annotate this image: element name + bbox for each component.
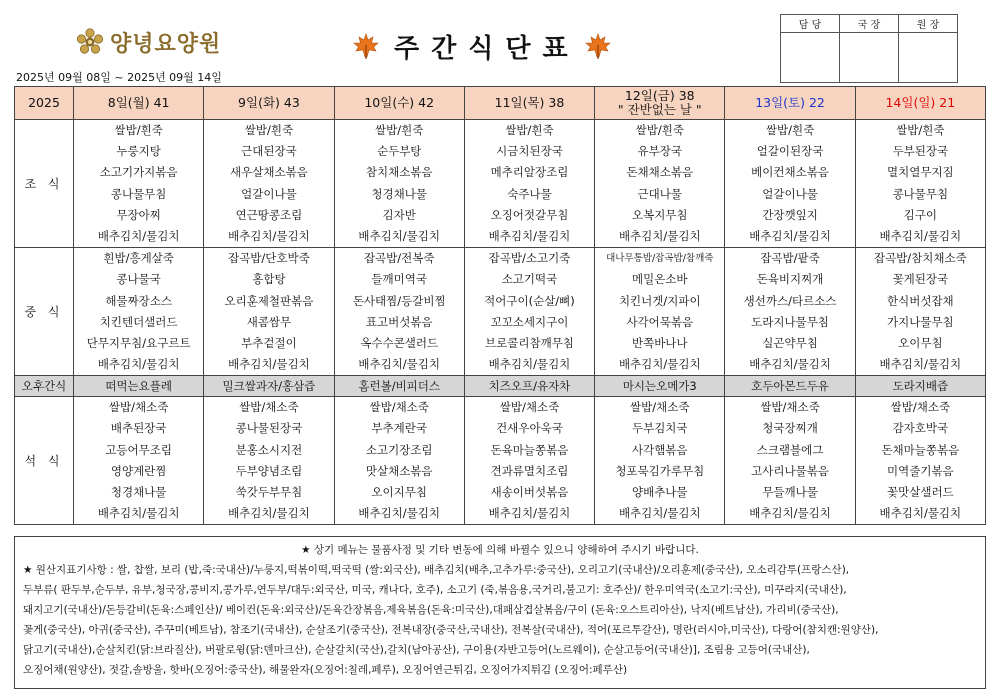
menu-item: 숙주나물 xyxy=(507,186,552,201)
menu-item: 무장아찌 xyxy=(116,207,161,222)
menu-item: 돈사태찜/등갈비찜 xyxy=(352,293,446,308)
menu-cell xyxy=(204,120,334,248)
origin-line: 닭고기(국내산),순살치킨(닭:브라질산), 버팔로윙(닭:덴마크산), 순살갈치(국산),갈치(남아공산), 구이용(자반고등어(노르웨이), 순살고등어(국내산)], 조림용 고등어(국내산), xyxy=(23,644,810,656)
menu-item: 쌀밥/흰죽 xyxy=(765,123,815,137)
logo xyxy=(76,26,221,58)
menu-item: 얼갈이나물 xyxy=(241,186,297,201)
menu-cell xyxy=(464,248,594,376)
origin-line: 꽃게(중국산), 아귀(중국산), 주꾸미(베트남), 참조기(국내산), 순살조기(중국산), 전복내장(중국산,국내산), 전복살(국내산), 적어(포르투갈산), 명란(러시아,미국산), 다랑어(참치캔:원양산), xyxy=(23,624,879,636)
maple-leaf-icon xyxy=(584,32,612,60)
menu-item: 해물짜장소스 xyxy=(105,293,172,308)
menu-item: 배추김치/물김치 xyxy=(97,506,180,521)
menu-item: 쌀밥/채소죽 xyxy=(108,400,169,415)
day-label: 9일(화) 43 xyxy=(238,95,300,110)
logo-text: 양녕요양원 xyxy=(110,31,222,57)
menu-item: 생선까스/타르소스 xyxy=(743,293,837,308)
menu-item: 참치채소볶음 xyxy=(365,165,433,180)
menu-item: 쌀밥/채소죽 xyxy=(630,400,690,415)
menu-item: 청포묵김가루무침 xyxy=(615,463,705,478)
menu-item: 쌀밥/흰죽 xyxy=(896,123,945,137)
day-note: " 잔반없는 날 " xyxy=(617,102,702,117)
menu-item: 쌀밥/흰죽 xyxy=(635,123,684,137)
meal-row xyxy=(15,397,986,525)
day-header xyxy=(204,87,334,120)
snack-item: 치즈오프/유자차 xyxy=(464,376,594,397)
menu-cell xyxy=(464,120,594,248)
day-header xyxy=(855,87,985,120)
menu-cell xyxy=(725,248,855,376)
snack-item: 마시는오메가3 xyxy=(595,376,725,397)
snack-item: 홈런볼/비피더스 xyxy=(334,376,464,397)
menu-item: 잡곡밥/소고기죽 xyxy=(488,251,571,266)
menu-item: 돈채마늘쫑볶음 xyxy=(881,442,960,457)
menu-item: 견과류멸치조림 xyxy=(490,463,569,478)
menu-cell xyxy=(855,397,985,525)
notes-box xyxy=(14,536,986,689)
menu-item: 쌀밥/흰죽 xyxy=(505,123,554,137)
menu-item: 두부된장국 xyxy=(892,144,949,159)
menu-item: 배추김치/물김치 xyxy=(749,228,831,243)
menu-item: 쌀밥/채소죽 xyxy=(499,400,560,415)
snack-label: 오후간식 xyxy=(15,376,74,397)
menu-period: 2025년 09월 08일 ~ 2025년 09월 14일 xyxy=(16,71,222,84)
menu-cell xyxy=(74,120,204,248)
menu-item: 배추김치/물김치 xyxy=(618,228,701,243)
menu-item: 청경채나물 xyxy=(110,485,167,499)
menu-item: 새송이버섯볶음 xyxy=(490,485,569,499)
approval-sign-slot xyxy=(840,33,899,83)
menu-item: 쌀밥/흰죽 xyxy=(114,123,163,137)
menu-item: 쌀밥/채소죽 xyxy=(890,400,951,415)
menu-cell xyxy=(74,397,204,525)
day-label: 12일(금) 38 xyxy=(624,88,695,103)
menu-item: 잡곡밥/참치채소죽 xyxy=(873,251,967,266)
approval-sign-slot xyxy=(899,33,958,83)
menu-item: 표고버섯볶음 xyxy=(365,314,433,329)
menu-cell xyxy=(464,397,594,525)
menu-item: 가지나물무침 xyxy=(887,314,954,329)
menu-item: 잡곡밥/전복죽 xyxy=(363,251,435,266)
menu-item: 시금치된장국 xyxy=(496,144,563,159)
menu-item: 치킨텐더샐러드 xyxy=(99,314,178,329)
menu-cell xyxy=(725,120,855,248)
menu-cell xyxy=(725,397,855,525)
menu-item: 메밀온소바 xyxy=(631,272,688,287)
menu-item: 소고기가지볶음 xyxy=(99,165,178,180)
menu-item: 적어구이(순살/뼈) xyxy=(484,293,575,308)
menu-item: 배추김치/물김치 xyxy=(228,228,310,243)
menu-item: 실곤약무침 xyxy=(762,335,818,350)
snack-item: 호두아몬드두유 xyxy=(725,376,855,397)
menu-item: 맛살채소볶음 xyxy=(365,463,433,478)
menu-item: 새콤쌈무 xyxy=(246,314,292,329)
menu-item: 쌀밥/흰죽 xyxy=(244,123,294,137)
menu-item: 콩나물국 xyxy=(116,272,161,287)
origin-line: 두부류( 판두부,순두부, 유부,청국장,콩비지,콩가루,연두부/대두:외국산, 미국, 캐나다, 호주), 소고기 (죽,볶음용,국거리,불고기: 호주산)/ 한우미역국(소고기:국산), 미꾸라지(국내산), xyxy=(23,584,847,596)
day-header xyxy=(74,87,204,120)
menu-item: 돈육비지찌개 xyxy=(756,272,824,287)
menu-item: 얼갈이나물 xyxy=(762,186,818,201)
menu-item: 배추된장국 xyxy=(110,421,167,436)
snack-item: 떠먹는요플레 xyxy=(74,376,204,397)
day-label: 11일(목) 38 xyxy=(494,95,565,110)
snack-row xyxy=(15,376,986,397)
menu-item: 배추김치/물김치 xyxy=(879,357,962,372)
menu-item: 얼갈이된장국 xyxy=(756,144,824,159)
menu-item: 돈육마늘쫑볶음 xyxy=(490,442,569,457)
menu-item: 꽃게된장국 xyxy=(892,272,949,287)
menu-item: 대나무통밥/잡곡밥/참깨죽 xyxy=(606,253,714,265)
menu-item: 영양계란찜 xyxy=(110,463,167,478)
menu-item: 근대나물 xyxy=(637,186,682,201)
meal-label: 조 식 xyxy=(15,120,74,248)
menu-item: 두부양념조림 xyxy=(235,463,303,478)
header-row xyxy=(15,87,986,120)
menu-item: 들깨미역국 xyxy=(371,272,427,287)
snack-item: 도라지배즙 xyxy=(855,376,985,397)
origin-line: 오징어채(원양산), 젓갈,솔방울, 핫바(오징어:중국산), 해물완자(오징어:칠레,페루), 오징어연근튀김, 오징어가지튀김 (오징어:페루산) xyxy=(23,664,628,676)
menu-item: 배추김치/물김치 xyxy=(488,228,571,243)
menu-cell xyxy=(334,397,464,525)
menu-item: 부추계란국 xyxy=(371,421,427,436)
menu-item: 오이무침 xyxy=(898,335,943,350)
notice-text: ★ 상기 메뉴는 물품사정 및 기타 변동에 의해 바뀔수 있으니 양해하여 주시기 바랍니다. xyxy=(301,544,699,556)
menu-cell xyxy=(595,248,725,376)
meal-row xyxy=(15,248,986,376)
meal-label: 중 식 xyxy=(15,248,74,376)
menu-item: 배추김치/물김치 xyxy=(488,506,571,521)
menu-item: 김자반 xyxy=(382,207,416,222)
menu-item: 오징어젓갈무침 xyxy=(490,207,569,222)
menu-item: 쑥갓두부무침 xyxy=(235,485,303,499)
day-header xyxy=(464,87,594,120)
menu-item: 배추김치/물김치 xyxy=(97,357,180,372)
menu-item: 치킨너겟/지파이 xyxy=(618,293,701,308)
menu-item: 사각어묵볶음 xyxy=(626,314,694,329)
menu-item: 누룽지탕 xyxy=(116,144,161,159)
menu-item: 배추김치/물김치 xyxy=(749,506,831,521)
menu-item: 배추김치/물김치 xyxy=(879,228,962,243)
day-label: 13일(토) 22 xyxy=(755,95,825,110)
menu-item: 멸치열무지짐 xyxy=(887,165,954,180)
menu-item: 스크램블에그 xyxy=(756,442,824,457)
menu-cell xyxy=(74,248,204,376)
approval-sign-slot xyxy=(781,33,840,83)
day-label: 10일(수) 42 xyxy=(364,95,435,110)
menu-item: 브로콜리참깨무침 xyxy=(485,335,574,350)
menu-item: 단무지무침/요구르트 xyxy=(86,335,191,350)
menu-item: 쌀밥/채소죽 xyxy=(239,400,299,415)
menu-item: 간장깻잎지 xyxy=(762,207,818,222)
menu-item: 오이지무침 xyxy=(371,485,427,499)
approval-label: 원 장 xyxy=(899,15,958,33)
menu-item: 소고기떡국 xyxy=(501,272,558,287)
menu-item: 콩나물무침 xyxy=(892,186,949,201)
weekly-menu-table xyxy=(14,86,986,525)
menu-item: 부추겉절이 xyxy=(241,335,297,350)
menu-item: 배추김치/물김치 xyxy=(488,357,571,372)
menu-item: 유부장국 xyxy=(637,144,682,159)
menu-item: 고사리나물볶음 xyxy=(751,463,829,478)
day-header xyxy=(334,87,464,120)
snack-item: 밀크쌀과자/홍삼즙 xyxy=(204,376,334,397)
title-text: 주간식단표 xyxy=(394,33,580,64)
menu-cell xyxy=(595,120,725,248)
day-label: 8일(월) 41 xyxy=(107,95,170,110)
menu-item: 청경채나물 xyxy=(371,186,427,201)
menu-item: 연근땅콩조림 xyxy=(235,207,303,222)
menu-item: 잡곡밥/팥죽 xyxy=(760,251,820,266)
menu-cell xyxy=(595,397,725,525)
menu-item: 잡곡밥/단호박죽 xyxy=(228,251,310,266)
year-cell: 2025 xyxy=(15,87,74,120)
menu-item: 돈채채소볶음 xyxy=(626,165,694,180)
menu-item: 오리훈제철판볶음 xyxy=(224,293,314,308)
page-title xyxy=(352,28,612,64)
menu-item: 꽃맛살샐러드 xyxy=(887,485,954,499)
menu-item: 홍합탕 xyxy=(252,272,286,287)
menu-item: 배추김치/물김치 xyxy=(358,506,441,521)
day-header xyxy=(595,87,725,120)
menu-item: 베이컨채소볶음 xyxy=(751,165,829,180)
menu-item: 배추김치/물김치 xyxy=(358,357,441,372)
menu-item: 두부김치국 xyxy=(631,421,688,436)
menu-item: 한식버섯잡채 xyxy=(887,293,954,308)
origin-line: 돼지고기(국내산)/돈등갈비(돈육:스페인산)/ 베이컨(돈육:외국산)/돈육간장볶음,제육볶음(돈육:미국산),대패삼겹살볶음/구이 (돈육:오스트리아산), 낙지(베트남산), 가리비(중국산), xyxy=(23,604,839,616)
meal-label: 석 식 xyxy=(15,397,74,525)
menu-cell xyxy=(855,120,985,248)
day-label: 14일(일) 21 xyxy=(885,95,956,110)
menu-item: 건새우아욱국 xyxy=(496,421,563,436)
menu-item: 청국장찌개 xyxy=(762,421,818,436)
menu-item: 무들깨나물 xyxy=(762,485,818,499)
menu-item: 쌀밥/채소죽 xyxy=(760,400,820,415)
menu-item: 배추김치/물김치 xyxy=(618,506,701,521)
menu-item: 배추김치/물김치 xyxy=(358,228,441,243)
meal-row xyxy=(15,120,986,248)
menu-item: 미역줄기볶음 xyxy=(887,463,954,478)
menu-item: 콩나물된장국 xyxy=(235,421,303,436)
menu-item: 쌀밥/채소죽 xyxy=(369,400,429,415)
menu-item: 배추김치/물김치 xyxy=(228,506,310,521)
menu-item: 새우살채소볶음 xyxy=(230,165,308,180)
approval-label: 담 당 xyxy=(781,15,840,33)
origin-info xyxy=(23,560,977,680)
menu-item: 배추김치/물김치 xyxy=(228,357,310,372)
menu-item: 메추리알장조림 xyxy=(490,165,569,180)
menu-item: 감자호박국 xyxy=(892,421,949,436)
menu-item: 배추김치/물김치 xyxy=(879,506,962,521)
menu-cell xyxy=(334,248,464,376)
menu-cell xyxy=(855,248,985,376)
origin-line: ★ 원산지표기사항 : 쌀, 찹쌀, 보리 (밥,죽:국내산)/누룽지,떡볶이떡,떡국떡 (쌀:외국산), 배추김치(배추,고추가루:중국산), 오리고기(국내산)/오리훈제(중국산), 오소리감투(프랑스산), xyxy=(23,564,850,576)
day-header xyxy=(725,87,855,120)
menu-item: 배추김치/물김치 xyxy=(749,357,831,372)
menu-cell xyxy=(204,248,334,376)
menu-item: 도라지나물무침 xyxy=(751,314,829,329)
flower-logo-icon xyxy=(76,28,104,56)
menu-item: 옥수수콘샐러드 xyxy=(360,335,439,350)
approval-label: 국 장 xyxy=(840,15,899,33)
menu-item: 배추김치/물김치 xyxy=(97,228,180,243)
menu-item: 김구이 xyxy=(903,207,937,222)
maple-leaf-icon xyxy=(352,32,380,60)
menu-item: 고등어무조림 xyxy=(105,442,172,457)
menu-item: 근대된장국 xyxy=(241,144,297,159)
menu-cell xyxy=(334,120,464,248)
menu-cell xyxy=(204,397,334,525)
menu-item: 오복지무침 xyxy=(631,207,688,222)
menu-item: 사각햄볶음 xyxy=(631,442,688,457)
menu-item: 분홍소시지전 xyxy=(235,442,303,457)
menu-item: 양배추나물 xyxy=(631,485,688,499)
menu-item: 순두부탕 xyxy=(376,144,422,159)
menu-item: 쌀밥/흰죽 xyxy=(375,123,424,137)
menu-item: 소고기장조림 xyxy=(365,442,433,457)
menu-item: 콩나물무침 xyxy=(110,186,167,201)
approval-box xyxy=(780,14,958,83)
menu-item: 꼬꼬소세지구이 xyxy=(490,314,569,329)
menu-item: 배추김치/물김치 xyxy=(618,357,701,372)
menu-item: 흰밥/흥게살죽 xyxy=(103,251,174,266)
menu-item: 반쪽바나나 xyxy=(631,335,688,350)
